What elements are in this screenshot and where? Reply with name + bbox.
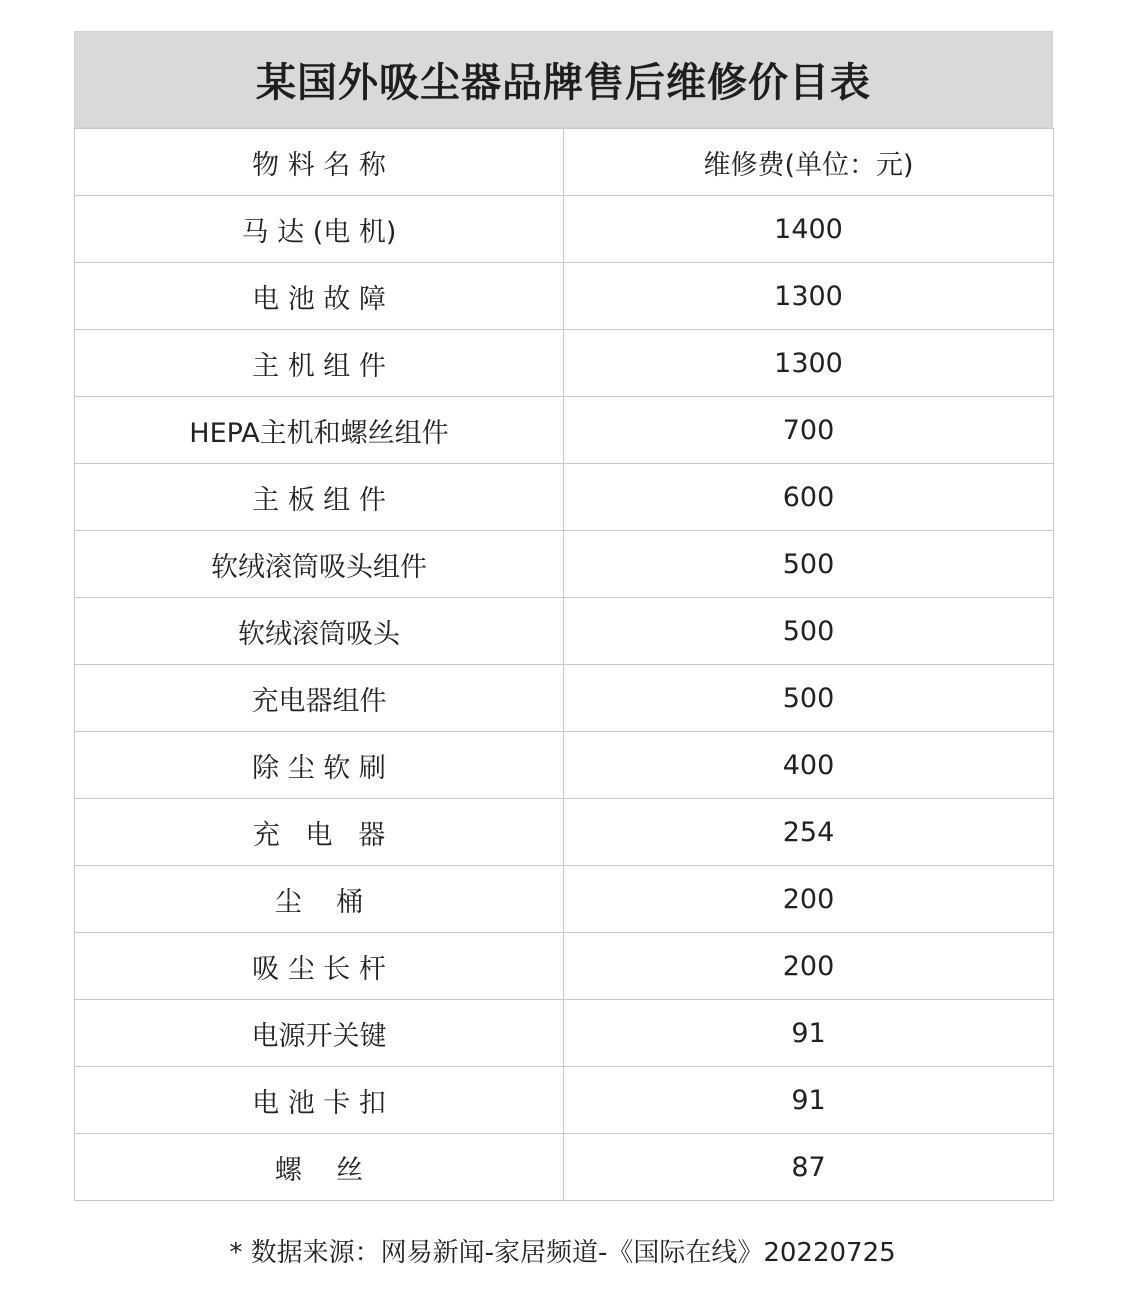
price-cell: 500: [564, 665, 1054, 732]
table-title: 某国外吸尘器品牌售后维修价目表: [256, 60, 871, 106]
item-name-cell: 马 达 (电 机): [75, 196, 564, 263]
table-row: [75, 1000, 1054, 1067]
price-cell: 91: [564, 1000, 1054, 1067]
table-body: [75, 196, 1054, 1201]
item-name-cell: 电 池 故 障: [75, 263, 564, 330]
price-cell: 91: [564, 1067, 1054, 1134]
price-cell: 1400: [564, 196, 1054, 263]
table-row: [75, 1067, 1054, 1134]
column-header-price: 维修费(单位：元): [564, 129, 1054, 196]
price-cell: 500: [564, 598, 1054, 665]
item-name-cell: 软绒滚筒吸头: [75, 598, 564, 665]
price-cell: 700: [564, 397, 1054, 464]
item-name-cell: 充 电 器: [75, 799, 564, 866]
price-cell: 1300: [564, 330, 1054, 397]
item-name-cell: 充电器组件: [75, 665, 564, 732]
table-row: [75, 665, 1054, 732]
table-row: [75, 732, 1054, 799]
price-cell: 200: [564, 866, 1054, 933]
item-name-cell: 尘 桶: [75, 866, 564, 933]
table-row: [75, 866, 1054, 933]
table-row: [75, 196, 1054, 263]
item-name-cell: 除 尘 软 刷: [75, 732, 564, 799]
header-row: [75, 129, 1054, 196]
table-row: [75, 799, 1054, 866]
price-cell: 200: [564, 933, 1054, 1000]
item-name-cell: 软绒滚筒吸头组件: [75, 531, 564, 598]
price-cell: 500: [564, 531, 1054, 598]
table-row: [75, 933, 1054, 1000]
item-name-cell: 电 池 卡 扣: [75, 1067, 564, 1134]
price-cell: 87: [564, 1134, 1054, 1201]
data-source-note: * 数据来源：网易新闻-家居频道-《国际在线》20220725: [229, 1238, 896, 1268]
item-name-cell: 主 板 组 件: [75, 464, 564, 531]
price-cell: 254: [564, 799, 1054, 866]
price-cell: 1300: [564, 263, 1054, 330]
table-row: [75, 330, 1054, 397]
table-row: [75, 598, 1054, 665]
item-name-cell: HEPA主机和螺丝组件: [75, 397, 564, 464]
price-table: [74, 128, 1054, 1201]
table-row: [75, 263, 1054, 330]
price-cell: 400: [564, 732, 1054, 799]
table-row: [75, 397, 1054, 464]
item-name-cell: 电源开关键: [75, 1000, 564, 1067]
price-cell: 600: [564, 464, 1054, 531]
title-bar: [74, 31, 1053, 128]
column-header-item: 物 料 名 称: [75, 129, 564, 196]
table-row: [75, 531, 1054, 598]
table-row: [75, 464, 1054, 531]
item-name-cell: 螺 丝: [75, 1134, 564, 1201]
item-name-cell: 吸 尘 长 杆: [75, 933, 564, 1000]
price-table-sheet: [74, 31, 1053, 1201]
item-name-cell: 主 机 组 件: [75, 330, 564, 397]
table-row: [75, 1134, 1054, 1201]
